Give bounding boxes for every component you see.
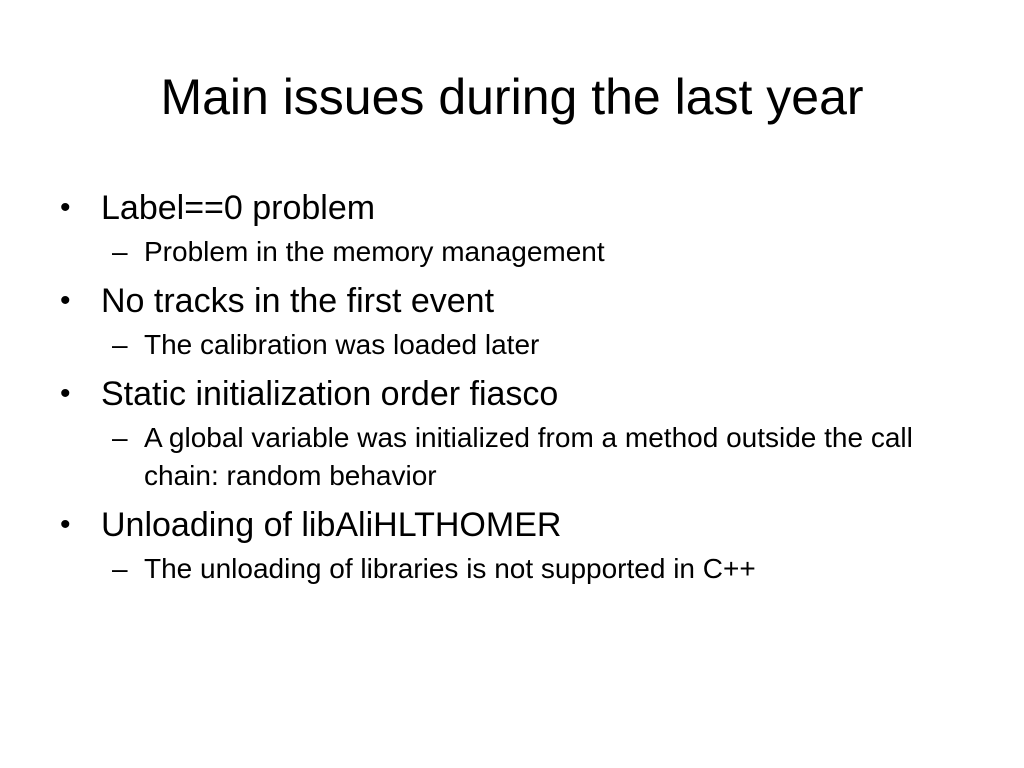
bullet-text: Static initialization order fiasco [101,375,559,413]
sub-bullet-global-variable [55,419,995,495]
sub-bullet-memory-management [55,233,995,271]
bullet-dot-icon: • [60,284,71,317]
sub-bullet-calibration [55,326,995,364]
bullet-list [55,183,995,593]
sub-bullet-unloading-cpp [55,550,995,588]
slide-title: Main issues during the last year [160,69,864,125]
bullet-dot-icon: • [60,508,71,541]
bullet-text: Label==0 problem [101,189,376,227]
sub-bullet-text: The calibration was loaded later [144,329,540,360]
dash-icon: – [112,329,128,360]
bullet-text: No tracks in the first event [101,282,495,320]
dash-icon: – [112,553,128,584]
sub-bullet-text: The unloading of libraries is not supported in C++ [144,553,756,584]
dash-icon: – [112,236,128,267]
bullet-item-static-init [55,369,995,419]
dash-icon: – [112,422,128,453]
bullet-item-unloading [55,500,995,550]
sub-bullet-text: Problem in the memory management [144,236,605,267]
bullet-dot-icon: • [60,377,71,410]
bullet-item-no-tracks [55,276,995,326]
sub-bullet-text: A global variable was initialized from a method outside the call chain: random behavior [144,422,913,491]
bullet-item-label-problem [55,183,995,233]
bullet-text: Unloading of libAliHLTHOMER [101,506,562,544]
bullet-dot-icon: • [60,191,71,224]
